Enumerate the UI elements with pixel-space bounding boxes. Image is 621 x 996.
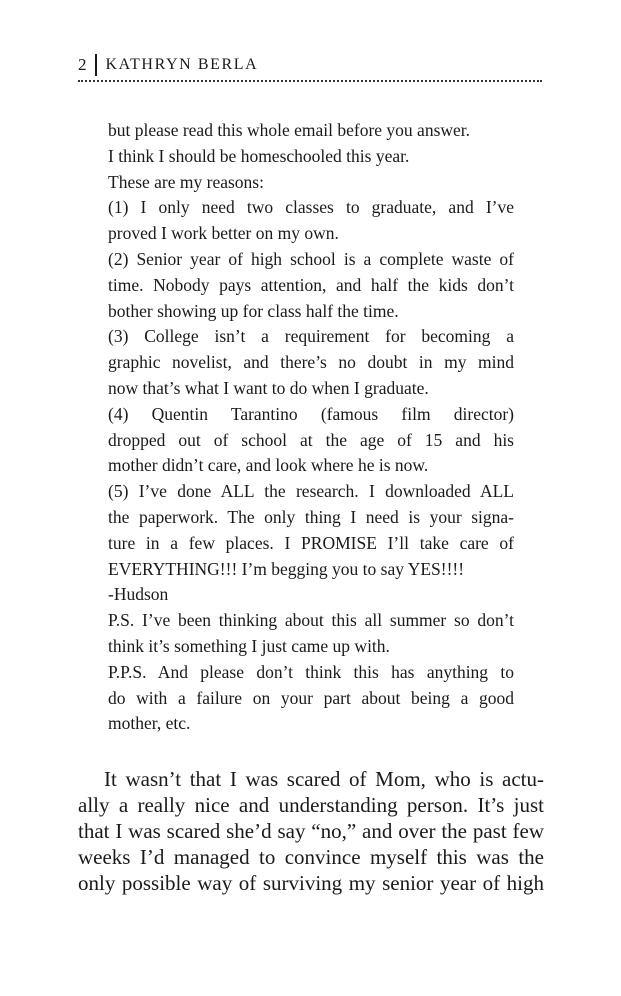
page-number: 2 [78, 55, 87, 74]
email-line: EVERYTHING!!! I’m begging you to say YES!!!! [108, 558, 465, 579]
email-line: P.S. I’ve been thinking about this all summer so don’t [108, 610, 514, 631]
email-line: do with a failure on your part about being a good [108, 687, 514, 708]
email-line: (1) I only need two classes to graduate, and I’ve [108, 197, 514, 218]
email-line: think it’s something I just came up with. [108, 635, 390, 656]
email-line: mother didn’t care, and look where he is now. [108, 455, 429, 476]
email-line: (3) College isn’t a requirement for becoming a [108, 326, 514, 347]
paragraph-line: ally a really nice and understanding person. It’s just [78, 793, 544, 817]
paragraph-line: only possible way of surviving my senior year of high [78, 871, 544, 895]
email-line: mother, etc. [108, 713, 191, 734]
narrative-paragraph [78, 766, 544, 896]
paragraph-line: that I was scared she’d say “no,” and over the past few [78, 819, 544, 843]
email-quote [108, 118, 514, 737]
email-line: (4) Quentin Tarantino (famous film director) [108, 403, 514, 424]
email-line: time. Nobody pays attention, and half the kids don’t [108, 274, 514, 295]
email-line: dropped out of school at the age of 15 and his [108, 429, 514, 450]
email-line: proved I work better on my own. [108, 223, 339, 244]
email-line: (5) I’ve done ALL the research. I downloaded ALL [108, 481, 514, 502]
email-line: the paperwork. The only thing I need is your signa- [108, 506, 514, 527]
email-line: P.P.S. And please don’t think this has anything to [108, 661, 514, 682]
email-line: graphic novelist, and there’s no doubt in my mind [108, 352, 514, 373]
email-signature: -Hudson [108, 584, 169, 605]
email-line: bother showing up for class half the time. [108, 300, 399, 321]
email-line: (2) Senior year of high school is a complete waste of [108, 248, 514, 269]
email-line: but please read this whole email before you answer. [108, 120, 471, 140]
email-line: These are my reasons: [108, 171, 264, 192]
running-header [78, 52, 548, 78]
email-line: I think I should be homeschooled this year. [108, 145, 410, 166]
header-divider [95, 54, 97, 76]
paragraph-line: It wasn’t that I was scared of Mom, who is actu- [104, 767, 544, 791]
paragraph-line: weeks I’d managed to convince myself this was the [78, 845, 544, 869]
email-line: ture in a few places. I PROMISE I’ll take care of [108, 532, 514, 553]
email-line: now that’s what I want to do when I graduate. [108, 377, 429, 398]
author-name: KATHRYN BERLA [105, 56, 259, 73]
header-dotted-rule [78, 80, 542, 82]
